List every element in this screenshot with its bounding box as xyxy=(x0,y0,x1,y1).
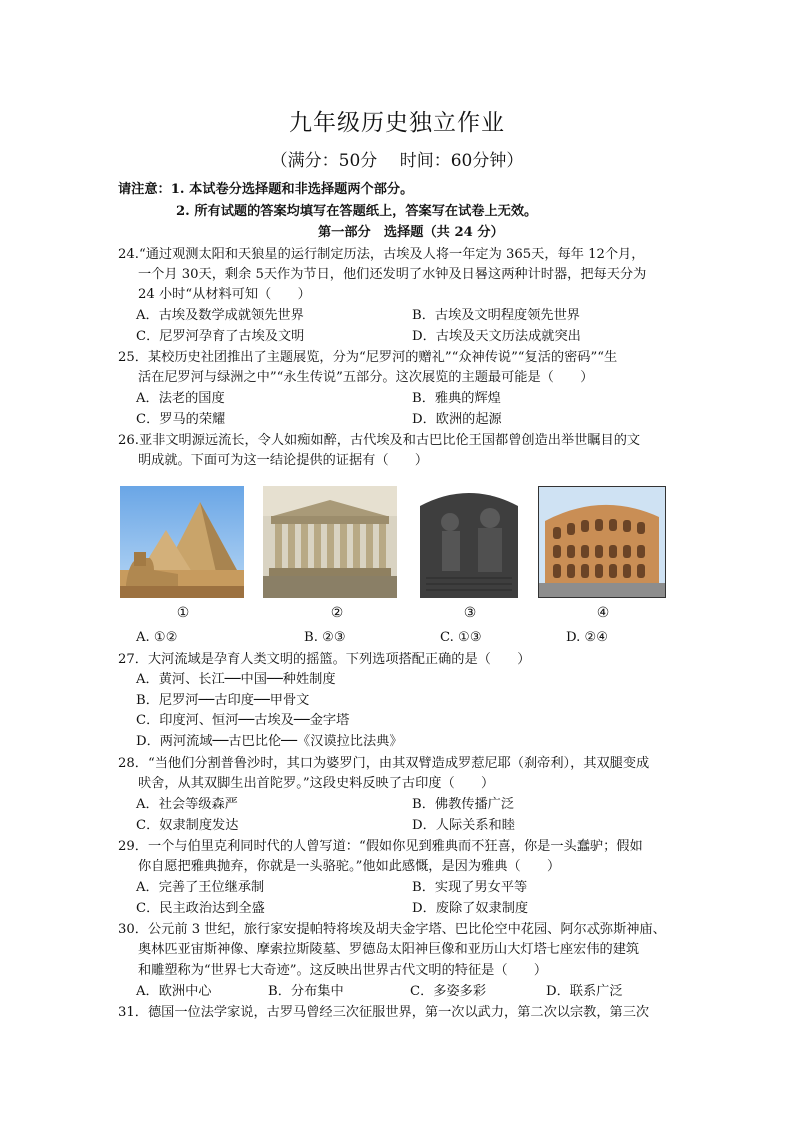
question-28-option-a: A．社会等级森严 xyxy=(136,797,238,812)
question-31-line-1: 31．德国一位法学家说，古罗马曾经三次征服世界，第一次以武力，第二次以宗教，第三次 xyxy=(118,1005,650,1020)
question-25-option-a: A．法老的国度 xyxy=(136,391,225,406)
pyramid-sphinx-image xyxy=(120,486,244,598)
notice-line-1: 请注意：1. 本试卷分选择题和非选择题两个部分。 xyxy=(118,182,414,197)
question-30-line-3: 和雕塑称为“世界七大奇迹”。这反映出世界古代文明的特征是（ ） xyxy=(138,963,548,978)
question-26-line-2: 明成就。下面可为这一结论提供的证据有（ ） xyxy=(138,453,429,468)
question-24-option-d: D．古埃及天文历法成就突出 xyxy=(412,329,581,344)
question-27-option-d: D．两河流域──古巴比伦──《汉谟拉比法典》 xyxy=(136,734,403,749)
question-26-option-d: D. ②④ xyxy=(566,630,609,645)
image-label-1: ① xyxy=(176,605,190,621)
question-29-option-b: B．实现了男女平等 xyxy=(412,880,528,895)
notice-line-2: 2. 所有试题的答案均填写在答题纸上，答案写在试卷上无效。 xyxy=(176,204,538,219)
question-30-option-a: A．欧洲中心 xyxy=(136,984,212,999)
question-28-option-d: D．人际关系和睦 xyxy=(412,818,515,833)
question-24-option-b: B．古埃及文明程度领先世界 xyxy=(412,308,580,323)
question-30-line-1: 30．公元前 3 世纪，旅行家安提帕特将埃及胡夫金字塔、巴比伦空中花园、阿尔忒弥斯神庙、 xyxy=(118,922,666,937)
parthenon-image xyxy=(263,486,397,598)
question-29-line-1: 29．一个与伯里克利同时代的人曾写道：“假如你见到雅典而不狂喜，你是一头蠢驴；假如 xyxy=(118,839,643,854)
question-27-option-a: A．黄河、长江──中国──种姓制度 xyxy=(136,672,336,687)
question-24-option-a: A．古埃及数学成就领先世界 xyxy=(136,308,304,323)
question-27-line-1: 27．大河流域是孕育人类文明的摇篮。下列选项搭配正确的是（ ） xyxy=(118,652,531,667)
question-25-line-1: 25．某校历史社团推出了主题展览，分为“尼罗河的赠礼”“众神传说”“复活的密码”“生 xyxy=(118,350,618,365)
question-30-option-b: B．分布集中 xyxy=(268,984,344,999)
question-27-option-c: C．印度河、恒河──古埃及──金字塔 xyxy=(136,713,350,728)
page-subtitle: （满分：50分 时间：60分钟） xyxy=(270,151,524,171)
question-24-line-3: 24 小时“从材料可知（ ） xyxy=(138,287,311,302)
question-30-option-c: C．多姿多彩 xyxy=(410,984,487,999)
question-28-option-b: B．佛教传播广泛 xyxy=(412,797,515,812)
question-26-option-a: A. ①② xyxy=(136,630,178,645)
question-25-line-2: 活在尼罗河与绿洲之中”“永生传说”五部分。这次展览的主题最可能是（ ） xyxy=(138,370,594,385)
image-label-4: ④ xyxy=(596,605,610,621)
question-26-line-1: 26.亚非文明源远流长，令人如痴如醉，古代埃及和古巴比伦王国都曾创造出举世瞩目的文 xyxy=(118,433,641,448)
question-30-line-2: 奥林匹亚宙斯神像、摩索拉斯陵墓、罗德岛太阳神巨像和亚历山大灯塔七座宏伟的建筑 xyxy=(138,942,640,957)
colosseum-image xyxy=(538,486,666,598)
image-label-2: ② xyxy=(330,605,344,621)
question-29-line-2: 你自愿把雅典抛弃，你就是一头骆驼。”他如此感慨，是因为雅典（ ） xyxy=(138,859,561,874)
question-25-option-d: D．欧洲的起源 xyxy=(412,412,502,427)
question-30-option-d: D．联系广泛 xyxy=(546,984,623,999)
question-25-option-c: C．罗马的荣耀 xyxy=(136,412,226,427)
image-label-3: ③ xyxy=(463,605,477,621)
question-24-option-c: C．尼罗河孕育了古埃及文明 xyxy=(136,329,305,344)
question-29-option-c: C．民主政治达到全盛 xyxy=(136,901,265,916)
question-24-line-2: 一个月 30天，剩余 5天作为节日，他们还发明了水钟及日晷这两种计时器，把每天分为 xyxy=(138,267,647,282)
page-title: 九年级历史独立作业 xyxy=(289,110,505,136)
question-24-line-1: 24.“通过观测太阳和天狼星的运行制定历法，古埃及人将一年定为 365天，每年 12个月， xyxy=(118,247,645,262)
question-28-option-c: C．奴隶制度发达 xyxy=(136,818,239,833)
question-26-option-c: C. ①③ xyxy=(440,630,482,645)
question-27-option-b: B．尼罗河──古印度──甲骨文 xyxy=(136,693,310,708)
question-29-option-d: D．废除了奴隶制度 xyxy=(412,901,529,916)
question-28-line-2: 吠舍，从其双脚生出首陀罗。”这段史料反映了古印度（ ） xyxy=(138,776,495,791)
question-25-option-b: B．雅典的辉煌 xyxy=(412,391,501,406)
hammurabi-stele-image xyxy=(412,486,526,598)
question-28-line-1: 28．“当他们分割普鲁沙时，其口为婆罗门，由其双臂造成罗惹尼耶（刹帝利），其双腿变成 xyxy=(118,756,650,771)
question-26-option-b: B. ②③ xyxy=(304,630,346,645)
question-29-option-a: A．完善了王位继承制 xyxy=(136,880,265,895)
section-heading: 第一部分 选择题（共 24 分） xyxy=(318,225,504,240)
